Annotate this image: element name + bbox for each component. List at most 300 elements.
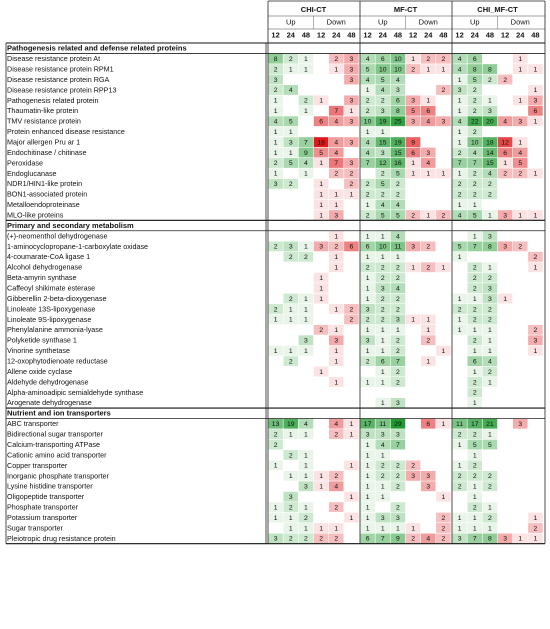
cell-value: 6 [533, 108, 538, 116]
cell-value: 1 [426, 316, 431, 324]
cell-value: 2 [288, 55, 293, 63]
cell-value: 1 [426, 97, 431, 105]
cell-value: 2 [380, 264, 385, 272]
cell-value: 2 [396, 295, 400, 303]
row-label: Inorganic phosphate transporter [7, 471, 109, 481]
cell-value: 1 [488, 431, 492, 439]
cell-value: 2 [472, 87, 477, 95]
row-label: Alpha-aminoadipic semialdehyde synthase [7, 387, 144, 397]
cell-value: 2 [396, 337, 400, 345]
cell-value: 2 [380, 97, 385, 105]
cell-value: 2 [411, 66, 415, 74]
cell-value: 1 [457, 295, 462, 303]
cell-value: 2 [349, 181, 354, 189]
row-label: Copper transporter [7, 460, 68, 470]
cell-value: 10 [394, 66, 402, 74]
cell-value: 10 [378, 243, 387, 251]
cell-value: 2 [457, 483, 462, 491]
cell-value: 3 [426, 149, 431, 157]
cell-value: 1 [365, 452, 370, 460]
cell-value: 1 [472, 452, 477, 460]
cell-value: 19 [394, 139, 402, 147]
cell-value: 1 [488, 212, 492, 220]
cell-value: 1 [457, 128, 462, 136]
cell-value: 7 [304, 139, 308, 147]
cell-value: 1 [472, 514, 477, 522]
cell-value: 2 [488, 306, 492, 314]
cell-value: 4 [365, 149, 370, 157]
cell-value: 2 [441, 87, 446, 95]
cell-value: 2 [273, 87, 278, 95]
cell-value: 7 [365, 160, 370, 168]
cell-value: 1 [472, 368, 477, 376]
cell-value: 18 [317, 139, 325, 147]
cell-value: 7 [334, 108, 339, 116]
cell-value: 1 [288, 431, 293, 439]
cell-value: 5 [380, 212, 385, 220]
cell-value: 1 [319, 191, 323, 199]
cell-value: 1 [365, 514, 370, 522]
cell-value: 1 [457, 327, 462, 335]
cell-value: 10 [470, 139, 479, 147]
cell-value: 1 [411, 170, 415, 178]
cell-value: 1 [380, 379, 385, 387]
cell-value: 1 [380, 337, 385, 345]
row-label: Lysine histidine transporter [7, 481, 93, 491]
cell-value: 3 [457, 535, 462, 543]
cell-value: 3 [304, 483, 308, 491]
cell-value: 1 [365, 87, 370, 95]
cell-value: 1 [488, 379, 492, 387]
row-label: Pleiotropic drug resistance protein [7, 533, 116, 543]
cell-value: 1 [396, 525, 400, 533]
cell-value: 6 [411, 149, 415, 157]
cell-value: 1 [441, 494, 446, 502]
cell-value: 1 [304, 306, 308, 314]
cell-value: 2 [396, 347, 400, 355]
cell-value: 1 [503, 295, 507, 303]
cell-value: 2 [533, 327, 538, 335]
cell-value: 1 [411, 160, 415, 168]
cell-value: 11 [456, 420, 464, 428]
cell-value: 1 [334, 347, 339, 355]
row-label: Phenylalanine ammonia-lyase [7, 325, 103, 335]
cell-value: 2 [472, 431, 477, 439]
cell-value: 2 [472, 97, 477, 105]
cell-value: 1 [349, 494, 354, 502]
cell-value: 3 [365, 306, 370, 314]
cell-value: 1 [334, 66, 339, 74]
cell-value: 1 [288, 347, 293, 355]
cell-value: 4 [334, 149, 339, 157]
cell-value: 2 [472, 337, 477, 345]
cell-value: 3 [288, 139, 293, 147]
row-label: 1-aminocyclopropane-1-carboxylate oxidase [7, 241, 149, 251]
cell-value: 1 [441, 420, 446, 428]
cell-value: 1 [319, 212, 323, 220]
cell-value: 2 [288, 452, 293, 460]
cell-value: 1 [319, 473, 323, 481]
row-label: Endochitinase / chitinase [7, 147, 87, 157]
cell-value: 1 [304, 55, 308, 63]
cell-value: 1 [380, 494, 385, 502]
cell-value: 2 [472, 274, 477, 282]
row-label: Alcohol dehydrogenase [7, 262, 83, 272]
cell-value: 5 [380, 76, 385, 84]
cell-value: 1 [472, 295, 477, 303]
row-label: 4-coumarate-CoA ligase 1 [7, 252, 91, 262]
cell-value: 1 [533, 118, 538, 126]
cell-value: 5 [472, 212, 477, 220]
cell-value: 11 [394, 243, 402, 251]
cell-value: 2 [457, 306, 462, 314]
cell-value: 1 [380, 254, 385, 262]
cell-value: 2 [380, 462, 385, 470]
cell-value: 1 [273, 170, 278, 178]
cell-value: 4 [457, 212, 462, 220]
cell-value: 1 [441, 66, 446, 74]
cell-value: 3 [488, 108, 492, 116]
cell-value: 2 [273, 160, 278, 168]
cell-value: 3 [518, 420, 523, 428]
cell-value: 2 [426, 55, 431, 63]
cell-value: 1 [457, 514, 462, 522]
cell-value: 6 [426, 108, 431, 116]
cell-value: 1 [334, 201, 339, 209]
cell-value: 6 [319, 118, 323, 126]
cell-value: 4 [426, 535, 431, 543]
cell-value: 1 [488, 337, 492, 345]
cell-value: 3 [319, 243, 323, 251]
cell-value: 10 [378, 66, 387, 74]
cell-value: 1 [472, 494, 477, 502]
cell-value: 3 [380, 108, 385, 116]
cell-value: 1 [472, 233, 477, 241]
cell-value: 3 [518, 118, 523, 126]
row-label: Oligopeptide transporter [7, 492, 85, 502]
cell-value: 4 [396, 76, 400, 84]
row-label: Linoleate 9S-lipoxygenase [7, 314, 92, 324]
cell-value: 1 [533, 170, 538, 178]
row-label: 12-oxophytodienoate reductase [7, 356, 108, 366]
cell-value: 4 [334, 420, 339, 428]
time-label: 24 [378, 30, 387, 40]
cell-value: 5 [396, 170, 400, 178]
cell-value: 1 [334, 379, 339, 387]
cell-value: 3 [426, 483, 431, 491]
cell-value: 1 [288, 525, 293, 533]
cell-value: 19 [378, 118, 387, 126]
cell-value: 7 [472, 243, 477, 251]
cell-value: 2 [518, 170, 523, 178]
cell-value: 3 [396, 316, 400, 324]
cell-value: 2 [457, 181, 462, 189]
cell-value: 2 [488, 191, 492, 199]
cell-value: 3 [273, 76, 278, 84]
cell-value: 1 [365, 483, 370, 491]
cell-value: 2 [503, 170, 507, 178]
row-label: Gibberellin 2-beta-dioxygenase [7, 293, 107, 303]
cell-value: 1 [457, 462, 462, 470]
cell-value: 1 [472, 347, 477, 355]
cell-value: 1 [319, 201, 323, 209]
section-title: Primary and secondary metabolism [7, 221, 134, 231]
cell-value: 1 [380, 368, 385, 376]
cell-value: 1 [380, 327, 385, 335]
row-label: Caffeoyl shikimate esterase [7, 283, 96, 293]
cell-value: 2 [380, 170, 385, 178]
cell-value: 4 [488, 358, 492, 366]
cell-value: 1 [365, 347, 370, 355]
time-label: 12 [316, 30, 326, 40]
row-label: Thaumatin-like protein [7, 106, 79, 116]
row-label: MLO-like proteins [7, 210, 64, 220]
cell-value: 1 [273, 504, 278, 512]
cell-value: 1 [533, 535, 538, 543]
cell-value: 16 [394, 160, 402, 168]
row-label: Endoglucanase [7, 168, 57, 178]
cell-value: 7 [334, 160, 339, 168]
cell-value: 11 [379, 420, 387, 428]
cell-value: 3 [349, 76, 354, 84]
cell-value: 1 [334, 191, 339, 199]
cell-value: 4 [457, 66, 462, 74]
cell-value: 18 [486, 139, 494, 147]
cell-value: 1 [304, 347, 308, 355]
row-label: BON1-associated protein [7, 189, 88, 199]
cell-value: 1 [365, 441, 370, 449]
cell-value: 3 [334, 337, 339, 345]
time-label: 12 [500, 30, 510, 40]
cell-value: 1 [288, 473, 293, 481]
cell-value: 5 [518, 160, 523, 168]
cell-value: 5 [488, 441, 492, 449]
cell-value: 3 [349, 118, 354, 126]
section-title: Nutrient and ion transporters [7, 408, 111, 418]
cell-value: 8 [472, 66, 477, 74]
row-label: ABC transporter [7, 419, 59, 429]
cell-value: 1 [304, 431, 308, 439]
cell-value: 2 [488, 473, 492, 481]
cell-value: 25 [394, 118, 402, 126]
cell-value: 2 [472, 389, 477, 397]
time-label: 48 [347, 30, 356, 40]
cell-value: 3 [503, 535, 507, 543]
cell-value: 1 [411, 525, 415, 533]
cell-value: 5 [380, 181, 385, 189]
cell-value: 2 [273, 441, 278, 449]
cell-value: 1 [457, 97, 462, 105]
cell-value: 9 [396, 535, 400, 543]
section-title: Pathogenesis related and defense related proteins [7, 43, 187, 53]
cell-value: 1 [457, 316, 462, 324]
cell-value: 6 [426, 420, 431, 428]
row-label: Potassium transporter [7, 512, 78, 522]
cell-value: 1 [319, 160, 323, 168]
cell-value: 1 [304, 525, 308, 533]
cell-value: 2 [426, 337, 431, 345]
cell-value: 2 [396, 264, 400, 272]
cell-value: 3 [411, 243, 415, 251]
cell-value: 2 [396, 191, 400, 199]
row-label: Protein enhanced disease resistance [7, 127, 125, 137]
cell-value: 2 [472, 170, 477, 178]
cell-value: 3 [533, 97, 538, 105]
cell-value: 3 [380, 514, 385, 522]
cell-value: 5 [288, 160, 293, 168]
cell-value: 6 [380, 358, 385, 366]
cell-value: 1 [319, 274, 323, 282]
cell-value: 2 [518, 243, 523, 251]
cell-value: 4 [334, 118, 339, 126]
cell-value: 3 [349, 55, 354, 63]
cell-value: 3 [349, 66, 354, 74]
cell-value: 3 [288, 243, 293, 251]
cell-value: 2 [334, 55, 339, 63]
cell-value: 2 [472, 473, 477, 481]
cell-value: 2 [380, 274, 385, 282]
cell-value: 1 [365, 327, 370, 335]
cell-value: 1 [273, 462, 278, 470]
cell-value: 2 [472, 504, 477, 512]
cell-value: 5 [457, 243, 462, 251]
cell-value: 15 [394, 149, 402, 157]
cell-value: 3 [365, 431, 370, 439]
cell-value: 7 [472, 160, 477, 168]
row-label: (+)-neomenthol dehydrogenase [7, 231, 108, 241]
cell-value: 4 [396, 285, 400, 293]
cell-value: 2 [349, 306, 354, 314]
time-label: 48 [531, 30, 540, 40]
cell-value: 1 [334, 306, 339, 314]
cell-value: 2 [533, 525, 538, 533]
cell-value: 8 [488, 243, 492, 251]
cell-value: 2 [441, 212, 446, 220]
cell-value: 9 [411, 139, 415, 147]
cell-value: 2 [304, 535, 308, 543]
cell-value: 2 [396, 483, 400, 491]
cell-value: 2 [488, 483, 492, 491]
cell-value: 1 [380, 233, 385, 241]
cell-value: 2 [319, 535, 323, 543]
cell-value: 4 [304, 160, 308, 168]
cell-value: 2 [488, 76, 492, 84]
cell-value: 1 [349, 462, 354, 470]
cell-value: 2 [319, 327, 323, 335]
cell-value: 3 [288, 494, 293, 502]
cell-value: 17 [470, 420, 479, 428]
cell-value: 1 [288, 316, 293, 324]
cell-value: 13 [271, 420, 280, 428]
cell-value: 4 [288, 87, 293, 95]
cell-value: 1 [334, 525, 339, 533]
cell-value: 2 [334, 473, 339, 481]
cell-value: 1 [365, 494, 370, 502]
row-label: Aldehyde dehydrogenase [7, 377, 89, 387]
cell-value: 3 [349, 160, 354, 168]
cell-value: 1 [304, 108, 308, 116]
group-title: CHI_MF-CT [477, 4, 518, 14]
cell-value: 12 [501, 139, 509, 147]
cell-value: 2 [365, 358, 370, 366]
cell-value: 2 [365, 108, 370, 116]
row-label: Sugar transporter [7, 523, 63, 533]
cell-value: 1 [533, 212, 538, 220]
cell-value: 1 [319, 285, 323, 293]
cell-value: 3 [380, 285, 385, 293]
subgroup-label: Down [326, 17, 346, 27]
row-label: Disease resistance protein RPM1 [7, 64, 114, 74]
cell-value: 1 [441, 264, 446, 272]
cell-value: 4 [380, 441, 385, 449]
cell-value: 1 [288, 66, 293, 74]
cell-value: 2 [472, 306, 477, 314]
cell-value: 2 [396, 181, 400, 189]
cell-value: 2 [365, 264, 370, 272]
row-label: Calcium-transporting ATPase [7, 439, 100, 449]
time-label: 12 [408, 30, 418, 40]
cell-value: 1 [273, 347, 278, 355]
cell-value: 1 [457, 170, 462, 178]
cell-value: 1 [319, 97, 323, 105]
cell-value: 1 [518, 66, 523, 74]
cell-value: 3 [273, 535, 278, 543]
group-title: CHI-CT [300, 4, 327, 14]
cell-value: 2 [334, 431, 339, 439]
cell-value: 1 [518, 535, 523, 543]
cell-value: 1 [365, 462, 370, 470]
cell-value: 6 [349, 243, 354, 251]
cell-value: 1 [380, 525, 385, 533]
cell-value: 5 [472, 76, 477, 84]
cell-value: 1 [304, 170, 308, 178]
cell-value: 3 [411, 97, 415, 105]
row-label: Peroxidase [7, 158, 43, 168]
cell-value: 1 [441, 347, 446, 355]
cell-value: 1 [365, 233, 370, 241]
cell-value: 1 [533, 347, 538, 355]
cell-value: 1 [457, 441, 462, 449]
cell-value: 3 [488, 285, 492, 293]
cell-value: 1 [319, 295, 323, 303]
cell-value: 20 [486, 118, 494, 126]
subgroup-label: Up [285, 17, 296, 27]
cell-value: 8 [273, 55, 278, 63]
cell-value: 2 [396, 274, 400, 282]
time-label: 12 [271, 30, 280, 40]
cell-value: 2 [441, 525, 446, 533]
cell-value: 2 [334, 170, 339, 178]
time-label: 48 [439, 30, 448, 40]
cell-value: 7 [457, 160, 462, 168]
cell-value: 1 [273, 108, 278, 116]
cell-value: 10 [363, 118, 372, 126]
cell-value: 2 [273, 243, 278, 251]
cell-value: 2 [457, 473, 462, 481]
cell-value: 14 [486, 149, 494, 157]
cell-value: 5 [288, 118, 293, 126]
cell-value: 2 [457, 431, 462, 439]
row-label: Disease resistance protein At [7, 54, 101, 64]
cell-value: 4 [426, 160, 431, 168]
time-label: 12 [363, 30, 372, 40]
cell-value: 2 [457, 149, 462, 157]
cell-value: 1 [288, 149, 293, 157]
row-label: Disease resistance protein RPP13 [7, 85, 117, 95]
cell-value: 1 [319, 368, 323, 376]
cell-value: 1 [518, 212, 523, 220]
time-label: 48 [485, 30, 495, 40]
